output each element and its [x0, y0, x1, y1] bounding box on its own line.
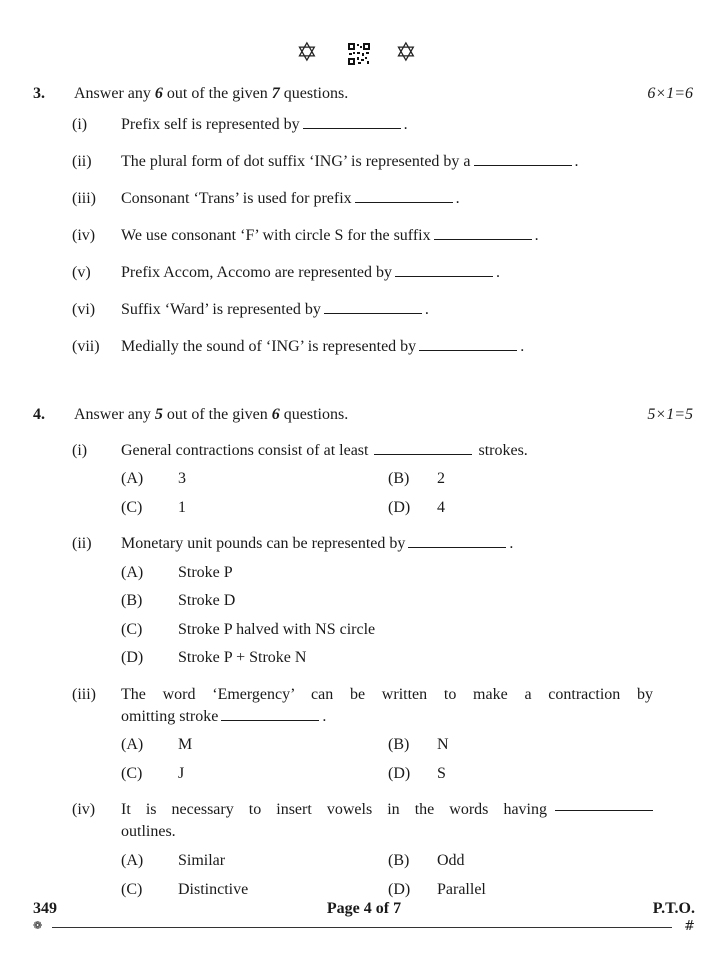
question-text: General contractions consist of at least [121, 442, 369, 459]
question-4-heading [33, 405, 693, 425]
paper-code: 349 [33, 900, 57, 917]
option-text: 4 [437, 499, 445, 516]
option-text: M [178, 736, 193, 753]
answer-blank [555, 800, 653, 811]
answer-blank [419, 340, 517, 351]
marks-allocation: 6×1=6 [647, 85, 693, 102]
question-text: Consonant ‘Trans’ is used for prefix [121, 190, 352, 207]
flower-icon: ❁ [33, 919, 43, 932]
marks-allocation: 5×1=5 [647, 406, 693, 423]
question-text: The plural form of dot suffix ‘ING’ is represented by a [121, 153, 471, 170]
option-text: Parallel [437, 881, 486, 898]
option-text: Stroke P + Stroke N [178, 649, 307, 666]
question-number: 4. [33, 406, 45, 423]
question-instruction: Answer any 6 out of the given 7 questions. [74, 85, 349, 102]
qr-code-icon [348, 43, 370, 65]
answer-blank [374, 444, 472, 455]
page-footer [33, 900, 695, 920]
answer-blank [395, 266, 493, 277]
answer-blank [474, 155, 572, 166]
answer-blank [221, 710, 319, 721]
option-text: Stroke P [178, 564, 233, 581]
answer-blank [324, 303, 422, 314]
page-header [0, 40, 727, 70]
question-text: Medially the sound of ‘ING’ is represented by [121, 338, 417, 355]
question-text: Prefix self is represented by [121, 116, 300, 133]
question-instruction: Answer any 5 out of the given 6 questions. [74, 406, 349, 423]
question-text: Suffix ‘Ward’ is represented by [121, 301, 321, 318]
option-text: 2 [437, 470, 445, 487]
option-text: 3 [178, 470, 186, 487]
question-3-heading [33, 84, 693, 104]
answer-blank [434, 229, 532, 240]
option-text: N [437, 736, 449, 753]
answer-blank [355, 192, 453, 203]
option-text: 1 [178, 499, 186, 516]
question-number: 3. [33, 85, 45, 102]
question-text: The word ‘Emergency’ can be written to make a contraction by [121, 686, 653, 703]
pto-label: P.T.O. [652, 900, 695, 917]
star-of-david-icon: ✡ [296, 38, 318, 68]
question-text: We use consonant ‘F’ with circle S for the suffix [121, 227, 431, 244]
footer-divider [52, 927, 672, 928]
answer-blank [303, 118, 401, 129]
option-text: Similar [178, 852, 226, 869]
option-text: S [437, 765, 446, 782]
option-text: Stroke D [178, 592, 236, 609]
page-number: Page 4 of 7 [326, 900, 402, 917]
option-text: Distinctive [178, 881, 249, 898]
question-text: Prefix Accom, Accomo are represented by [121, 264, 393, 281]
answer-blank [408, 537, 506, 548]
question-text: It is necessary to insert vowels in the words having [121, 800, 653, 820]
hash-mark: # [684, 919, 695, 934]
option-text: Stroke P halved with NS circle [178, 621, 376, 638]
option-text: Odd [437, 852, 465, 869]
star-of-david-icon: ✡ [395, 38, 417, 68]
question-text: Monetary unit pounds can be represented by [121, 535, 406, 552]
option-text: J [178, 765, 185, 782]
